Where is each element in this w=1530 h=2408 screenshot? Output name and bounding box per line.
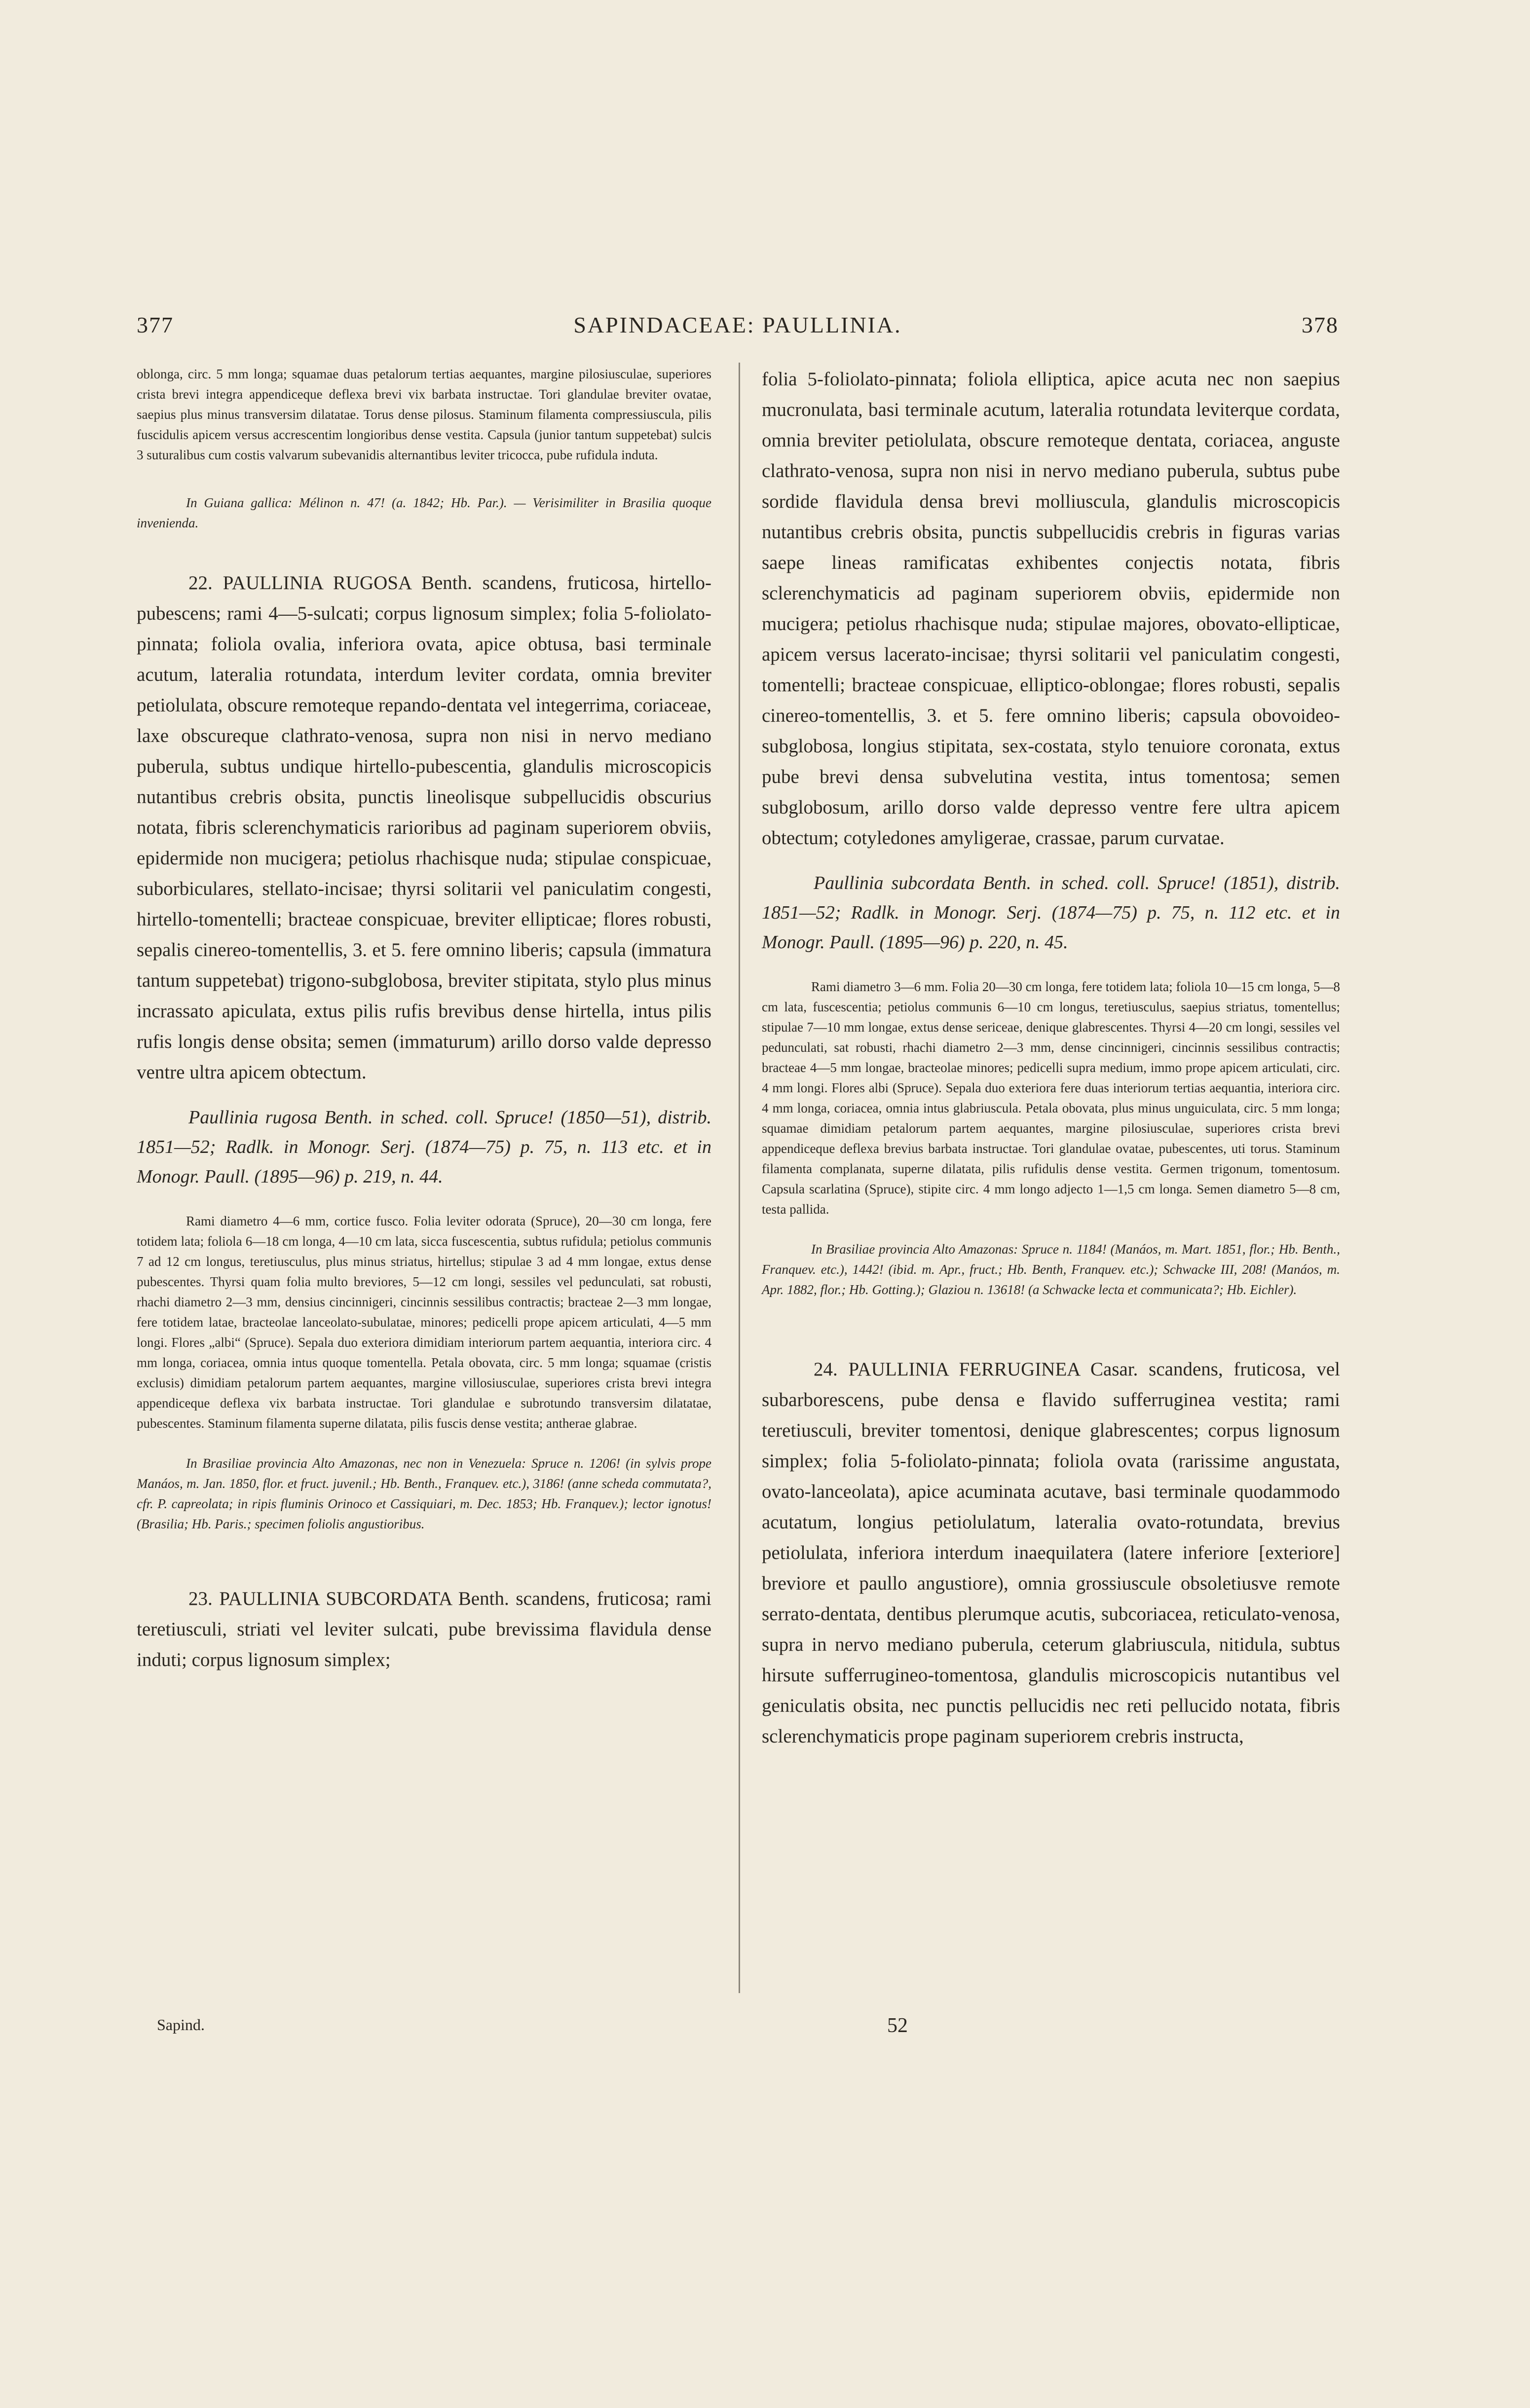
right-column — [762, 364, 1340, 1752]
page-number-right: 378 — [1302, 312, 1339, 337]
page-number-left: 377 — [137, 312, 174, 337]
running-title: SAPINDACEAE: PAULLINIA. — [573, 312, 902, 337]
description-continued: oblonga, circ. 5 mm longa; squamae duas petalorum tertias aequantes, margine pilosiusculae, superiores crista brevi integra appendiceque deflexa brevi vix barbata instructae. Tori glandulae breviter ovatae, saepius plus minus transversim dilatatae. Torus dense pilosus. Staminum filamenta compressiuscula, pilis fuscidulis apicem versus accrescentim longioribus dense vestita. Capsula (junior tantum suppetebat) sulcis 3 suturalibus cum costis valvarum subevanidis alternantibus leviter tricocca, pube rufidula induta. — [137, 367, 711, 462]
species-22-details: Rami diametro 4—6 mm, cortice fusco. Folia leviter odorata (Spruce), 20—30 cm longa, fere totidem lata; foliola 6—18 cm longa, 4—10 cm lata, sicca fuscescentia, subtus rufidula; petiolus communis 7 ad 12 cm longus, teretiusculus, plus minus striatus, hirtellus; stipulae 3 ad 4 mm longae, extus dense pubescentes. Thyrsi quam folia multo breviores, 5—12 cm longi, sessiles vel pedunculati, sat robusti, rhachi diametro 2—3 mm, densius cincinnigeri, cincinnis sessilibus contractis; bracteae 2—3 mm longae, fere totidem latae, bracteolae lanceolato-subulatae, minores; pedicelli prope apicem articulati, 4—5 mm longi. Flores „albi“ (Spruce). Sepala duo exteriora dimidiam interiorum partem aequantia, interiora circ. 4 mm longa, coriacea, omnia intus quoque tomentella. Petala obovata, circ. 5 mm longa; squamae (cristis exclusis) dimidiam petalorum partem aequantes, margine villosiusculae, superiores crista brevi integra appendiceque deflexa vix barbata instructae. Tori glandulae e subrotundo transversim dilatatae, pubescentes. Staminum filamenta superne dilatata, pilis fuscis dense vestita; antherae glabrae. — [137, 1214, 711, 1431]
species-23-localities: In Brasiliae provincia Alto Amazonas: Spruce n. 1184! (Manáos, m. Mart. 1851, flor.; Hb. Benth., Franquev. etc.), 1442! (ibid. m. Apr., fruct.; Hb. Benth, Franquev. etc.); Schwacke III, 208! (Manáos, m. Apr. 1882, flor.; Hb. Gotting.); Glaziou n. 13618! (a Schwacke lecta et communicata?; Hb. Eichler). — [762, 1242, 1340, 1297]
column-divider — [739, 363, 740, 1993]
species-23-details: Rami diametro 3—6 mm. Folia 20—30 cm longa, fere totidem lata; foliola 10—15 cm longa, 5—8 cm lata, fuscescentia; petiolus communis 6—10 cm longus, teretiusculus, saepius striatus, tomentellus; stipulae 7—10 mm longae, extus dense sericeae, denique glabrescentes. Thyrsi 4—20 cm longi, sessiles vel pedunculati, sat robusti, rhachi diametro 2—3 mm, dense cincinnigeri, cincinnis sessilibus contractis; bracteae 4—5 mm longae, bracteolae minores; pedicelli supra medium, immo prope apicem articulati, circ. 4 mm longi. Flores albi (Spruce). Sepala duo exteriora fere duas interiorum tertias aequantia, interiora circ. 4 mm longa, coriacea, omnia intus glabriuscula. Petala obovata, plus minus unguiculata, circ. 5 mm longa; squamae dimidiam petalorum partem aequantes, margine pilosiusculae, superiores crista brevi appendiceque deflexa brevius barbata instructae. Tori glandulae ovatae, pubescentes, uti torus. Staminum filamenta complanata, superne dilatata, pilis rufidulis dense vestita. Germen trigonum, tomentosum. Capsula scarlatina (Spruce), stipite circ. 4 mm longo adjecto 1—1,5 cm longa. Semen diametro 5—8 cm, testa pallida. — [762, 979, 1340, 1217]
locality-note: In Guiana gallica: Mélinon n. 47! (a. 1842; Hb. Par.). — Verisimiliter in Brasilia quoque invenienda. — [137, 495, 711, 530]
signature-mark: Sapind. — [157, 2016, 205, 2034]
species-23-citation: Paullinia subcordata Benth. in sched. coll. Spruce! (1851), distrib. 1851—52; Radlk. in Monogr. Serj. (1874—75) p. 75, n. 112 etc. et in Monogr. Paull. (1895—96) p. 220, n. 45. — [762, 873, 1340, 953]
species-23-description-start: 23. PAULLINIA SUBCORDATA Benth. scandens, fruticosa; rami teretiusculi, striati vel leviter sulcati, pube brevissima flavidula dense induti; corpus lignosum simplex; — [137, 1588, 711, 1670]
species-22-localities: In Brasiliae provincia Alto Amazonas, nec non in Venezuela: Spruce n. 1206! (in sylvis prope Manáos, m. Jan. 1850, flor. et fruct. juvenil.; Hb. Benth., Franquev. etc.), 3186! (anne scheda commutata?, cfr. P. capreolata; in ripis fluminis Orinoco et Cassiquiari, m. Dec. 1853; Hb. Franquev.); lector ignotus! (Brasilia; Hb. Paris.; specimen foliolis angustioribus. — [137, 1456, 711, 1531]
left-column — [137, 364, 711, 1675]
page-header — [137, 312, 1339, 351]
species-23-description-continued: folia 5-foliolato-pinnata; foliola elliptica, apice acuta nec non saepius mucronulata, basi terminale acutum, lateralia rotundata leviterque cordata, omnia breviter petiolulata, obscure remoteque dentata, coriacea, anguste clathrato-venosa, supra non nisi in nervo mediano puberula, subtus pube sordide flavidula densa brevi molliuscula, glandulis microscopicis nutantibus crebris obsita, punctis subpellucidis crebris in figuras varias saepe lineas ramificatas exhibentes conjectis notata, fibris sclerenchymaticis ad paginam superiorem obviis, epidermide non mucigera; petiolus rhachisque nuda; stipulae majores, obovato-ellipticae, apicem versus lacerato-incisae; thyrsi solitarii vel paniculatim congesti, tomentelli; bracteae conspicuae, elliptico-oblongae; flores robusti, sepalis cinereo-tomentellis, 3. et 5. fere omnino liberis; capsula obovoideo-subglobosa, longius stipitata, sex-costata, stylo tenuiore coronata, extus pube brevi densa subvelutina vestita, intus tomentosa; semen subglobosum, arillo dorso valde depresso ventre fere ultra apicem obtectum; cotyledones amyligerae, crassae, parum curvatae. — [762, 369, 1340, 849]
species-22-description: 22. PAULLINIA RUGOSA Benth. scandens, fruticosa, hirtello-pubescens; rami 4—5-sulcati; corpus lignosum simplex; folia 5-foliolato-pinnata; foliola ovalia, inferiora ovata, apice obtusa, basi terminale acutum, lateralia rotundata, interdum leviter cordata, omnia breviter petiolulata, obscure remoteque repando-dentata vel integerrima, coriaceae, laxe obscureque clathrato-venosa, supra non nisi in nervo mediano puberula, subtus undique hirtello-pubescentia, glandulis microscopicis nutantibus crebris obsita, punctis lineolisque subpellucidis obscurius notata, fibris sclerenchymaticis rarioribus ad paginam superiorem obviis, epidermide non mucigera; petiolus rhachisque nuda; stipulae conspicuae, suborbiculares, stellato-incisae; thyrsi solitarii vel paniculatim congesti, hirtello-tomentelli; bracteae conspicuae, breviter ellipticae; flores robusti, sepalis cinereo-tomentellis, 3. et 5. fere omnino liberis; capsula (immatura tantum suppetebat) trigono-subglobosa, breviter stipitata, stylo plus minus incrassato apiculata, extus pilis rufis brevibus dense hirtella, intus pilis rufis longis dense obsita; semen (immaturum) arillo dorso valde depresso ventre ultra apicem obtectum. — [137, 572, 711, 1083]
signature-number: 52 — [887, 2014, 908, 2037]
species-22-citation: Paullinia rugosa Benth. in sched. coll. Spruce! (1850—51), distrib. 1851—52; Radlk. in Monogr. Serj. (1874—75) p. 75, n. 113 etc. et in Monogr. Paull. (1895—96) p. 219, n. 44. — [137, 1107, 711, 1187]
species-24-description: 24. PAULLINIA FERRUGINEA Casar. scandens, fruticosa, vel subarborescens, pube densa e flavido sufferruginea vestita; rami teretiusculi, breviter tomentosi, denique glabrescentes; corpus lignosum simplex; folia 5-foliolato-pinnata; foliola ovata (rarissime angustata, ovato-lanceolata), apice acuminata acutave, basi terminale quodammodo acutatum, longius petiolulatum, lateralia ovato-rotundata, brevius petiolulata, inferiora interdum inaequilatera (latere inferiore [exteriore] breviore et paullo angustiore), omnia grossiuscule obsoletiusve remote serrato-dentata, dentibus plerumque acutis, subcoriacea, reticulato-venosa, supra in nervo mediano puberula, ceterum glabriuscula, nitidula, subtus hirsute sufferrugineo-tomentosa, glandulis microscopicis nutantibus vel geniculatis obsita, nec punctis pellucidis nec reti pellucido notata, fibris sclerenchymaticis prope paginam superiorem crebris instructa, — [762, 1359, 1340, 1747]
